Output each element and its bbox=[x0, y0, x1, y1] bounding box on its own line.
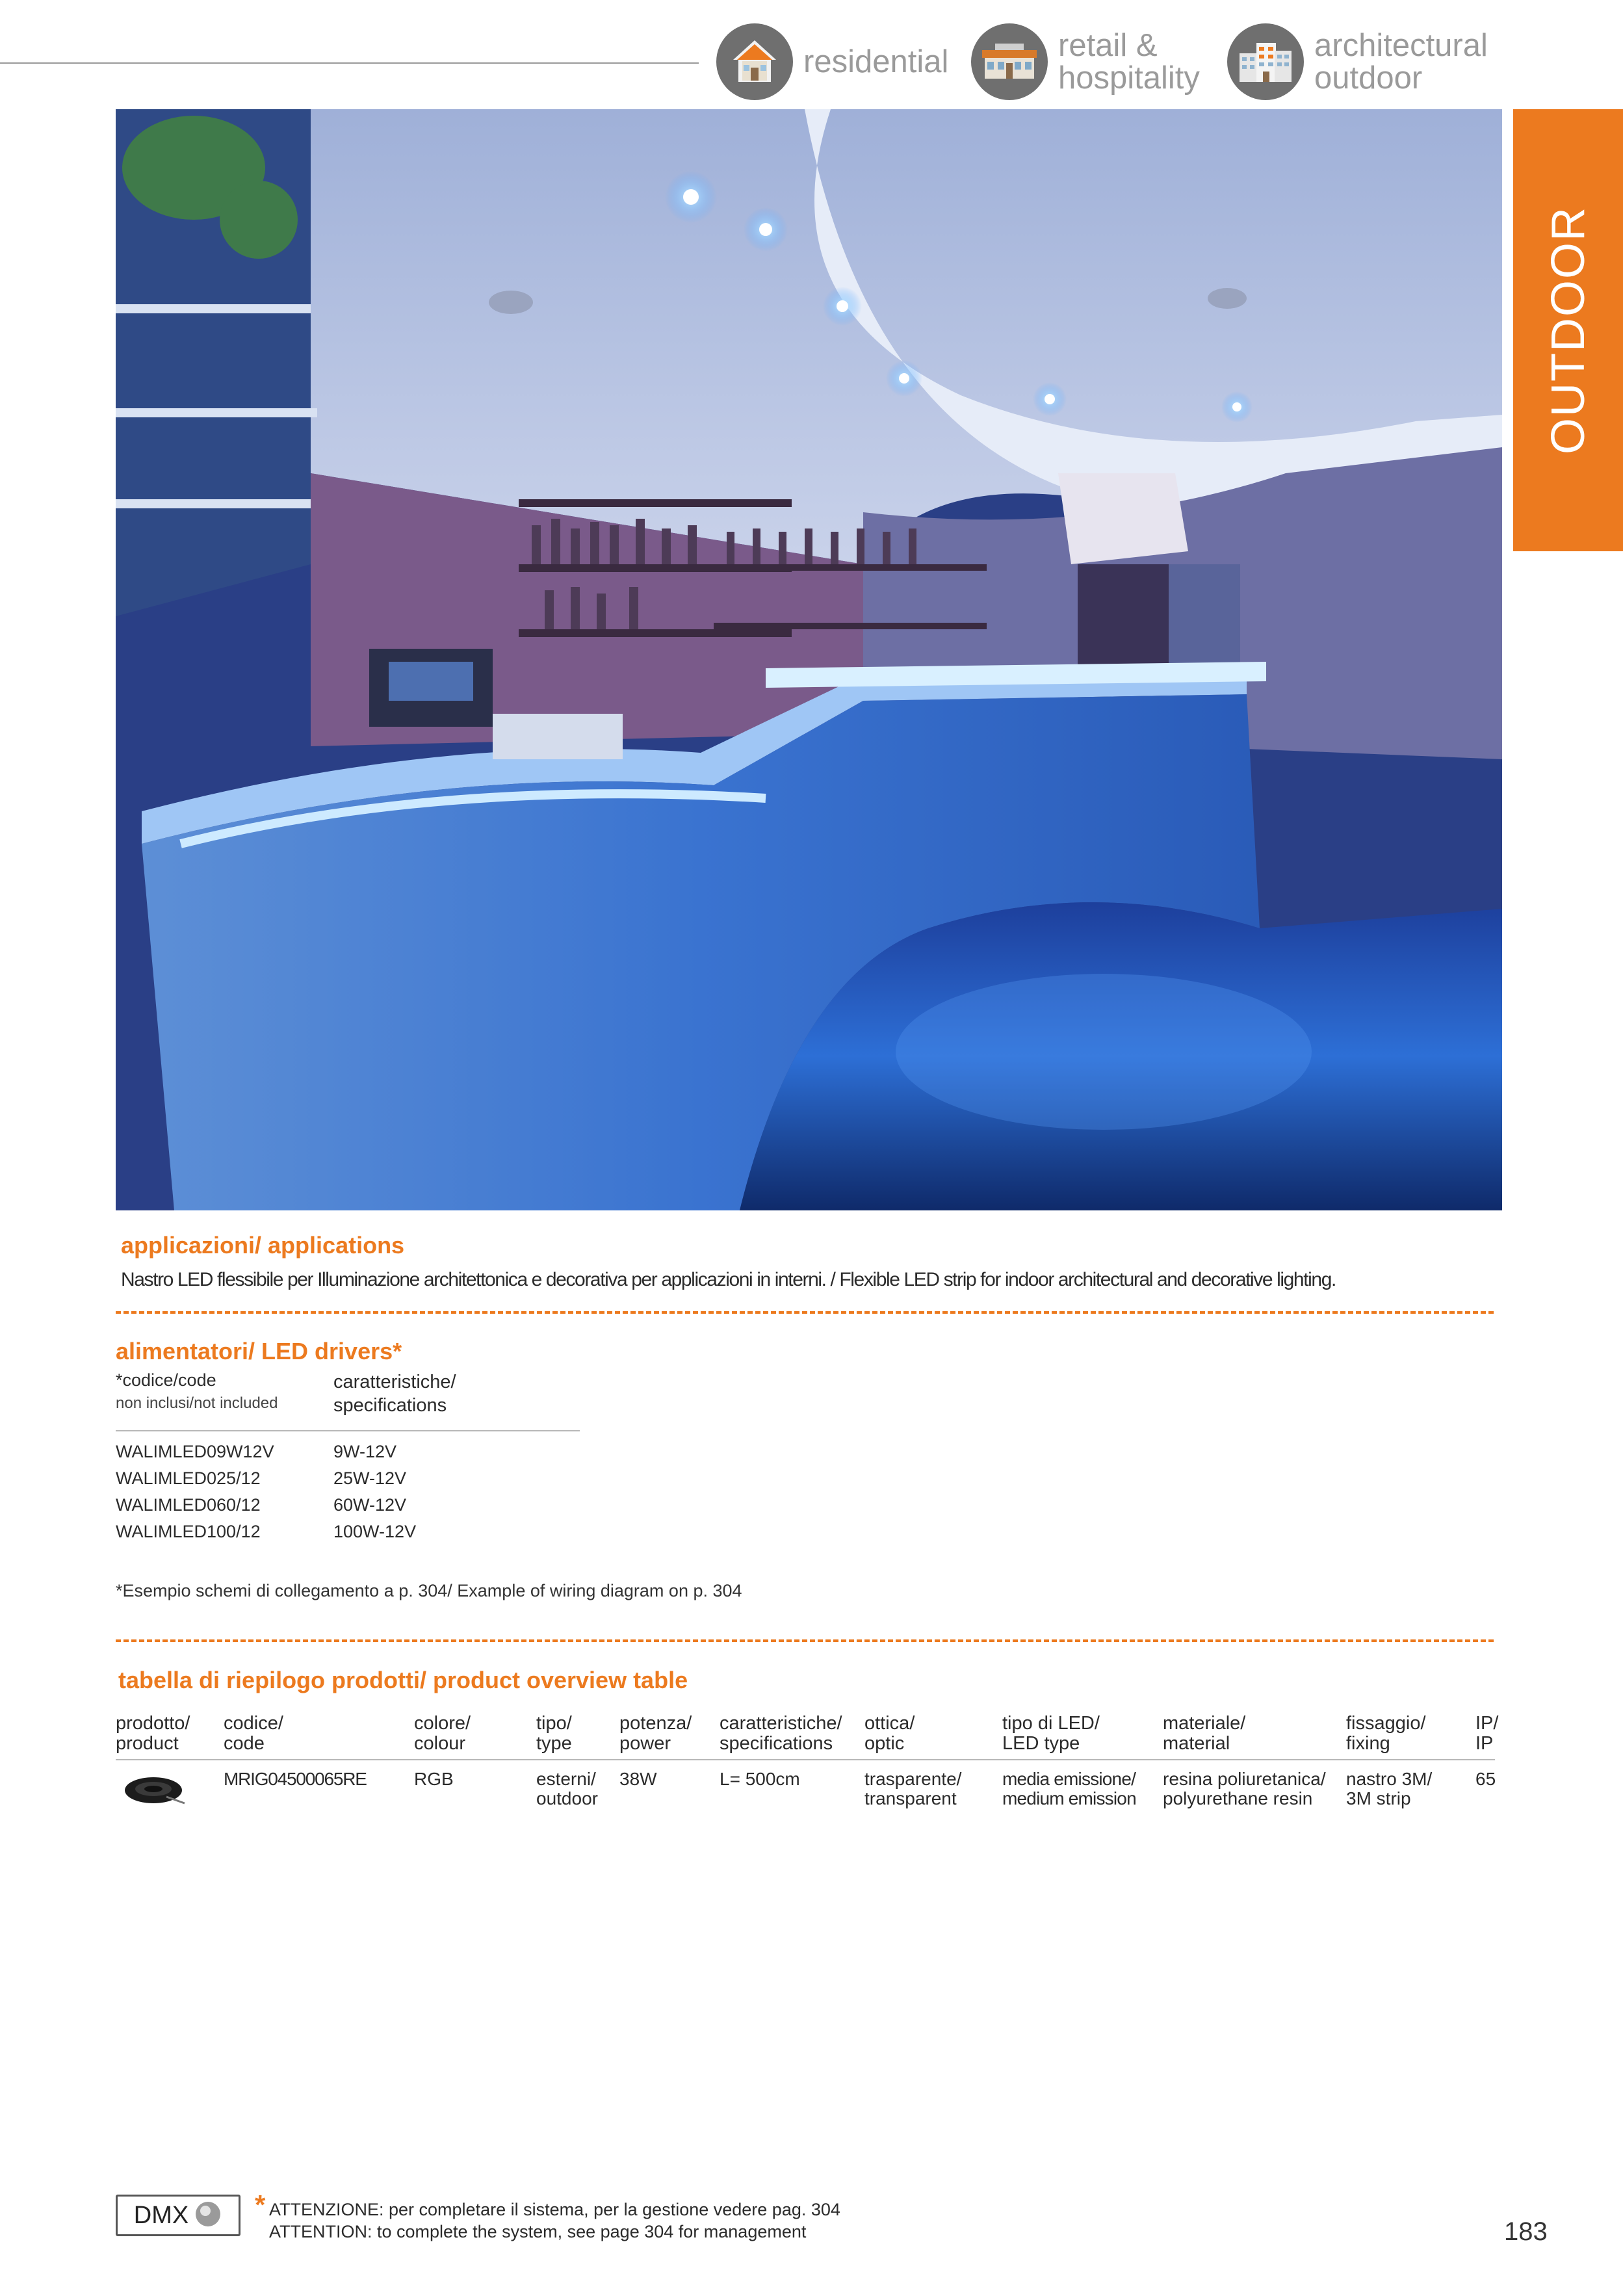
house-icon bbox=[716, 23, 793, 100]
product-colour: RGB bbox=[414, 1769, 454, 1789]
driver-spec: 60W-12V bbox=[333, 1495, 407, 1515]
overview-header-rule bbox=[116, 1759, 1495, 1760]
side-tab-label: OUTDOOR bbox=[1542, 206, 1594, 454]
product-type: esterni/ outdoor bbox=[536, 1769, 598, 1808]
overview-title: tabella di riepilogo prodotti/ product overview table bbox=[118, 1667, 688, 1693]
building-icon bbox=[1227, 23, 1304, 100]
dmx-bulb-icon bbox=[194, 2200, 222, 2232]
col-header-specifications: caratteristiche/ specifications bbox=[720, 1713, 842, 1754]
side-tab-outdoor[interactable] bbox=[1513, 109, 1623, 551]
category-label: residential bbox=[803, 44, 949, 79]
footer-note-en: ATTENTION: to complete the system, see page 304 for management bbox=[269, 2222, 807, 2241]
shop-icon bbox=[971, 23, 1048, 100]
driver-code: WALIMLED100/12 bbox=[116, 1522, 261, 1541]
applications-title: applicazioni/ applications bbox=[121, 1232, 405, 1259]
footer-note-it: ATTENZIONE: per completare il sistema, per la gestione vedere pag. 304 bbox=[269, 2200, 840, 2219]
product-led-type: media emissione/ medium emission bbox=[1002, 1769, 1136, 1808]
driver-spec: 25W-12V bbox=[333, 1468, 407, 1488]
category-label: architectural outdoor bbox=[1314, 28, 1488, 96]
driver-code: WALIMLED025/12 bbox=[116, 1468, 261, 1488]
drivers-title: alimentatori/ LED drivers* bbox=[116, 1338, 402, 1364]
applications-text: Nastro LED flessibile per Illuminazione architettonica e decorativa per applicazioni in interni. / Flexible LED strip for indoor architectural and decorative lighting. bbox=[121, 1269, 1336, 1290]
page-number: 183 bbox=[1504, 2217, 1548, 2246]
product-photo bbox=[116, 109, 1502, 1210]
section-divider bbox=[116, 1639, 1494, 1642]
dmx-label: DMX bbox=[133, 2201, 189, 2229]
dmx-badge bbox=[116, 2195, 240, 2236]
col-header-ip: IP/ IP bbox=[1475, 1713, 1499, 1754]
product-fixing: nastro 3M/ 3M strip bbox=[1346, 1769, 1433, 1808]
wiring-note: *Esempio schemi di collegamento a p. 304/ Example of wiring diagram on p. 304 bbox=[116, 1581, 742, 1600]
category-label: retail & hospitality bbox=[1058, 28, 1200, 96]
drivers-col-spec: caratteristiche/ specifications bbox=[333, 1372, 456, 1416]
col-header-code: codice/ code bbox=[224, 1713, 283, 1754]
col-header-type: tipo/ type bbox=[536, 1713, 572, 1754]
driver-code: WALIMLED09W12V bbox=[116, 1442, 274, 1461]
col-header-colour: colore/ colour bbox=[414, 1713, 471, 1754]
col-header-led-type: tipo di LED/ LED type bbox=[1002, 1713, 1100, 1754]
col-header-product: prodotto/ product bbox=[116, 1713, 190, 1754]
product-power: 38W bbox=[619, 1769, 657, 1789]
drivers-col-code-note: non inclusi/not included bbox=[116, 1394, 278, 1412]
product-code: MRIG04500065RE bbox=[224, 1769, 367, 1789]
footer-asterisk: * bbox=[255, 2189, 266, 2220]
drivers-col-code: *codice/code bbox=[116, 1370, 216, 1390]
category-retail[interactable] bbox=[971, 23, 1200, 100]
product-specifications: L= 500cm bbox=[720, 1769, 800, 1789]
product-optic: trasparente/ transparent bbox=[864, 1769, 962, 1808]
section-divider bbox=[116, 1311, 1494, 1314]
category-architectural-outdoor[interactable] bbox=[1227, 23, 1488, 100]
col-header-optic: ottica/ optic bbox=[864, 1713, 915, 1754]
driver-code: WALIMLED060/12 bbox=[116, 1495, 261, 1515]
category-residential[interactable] bbox=[716, 23, 948, 100]
driver-spec: 9W-12V bbox=[333, 1442, 397, 1461]
product-ip: 65 bbox=[1475, 1769, 1496, 1789]
product-thumbnail bbox=[121, 1767, 186, 1808]
col-header-power: potenza/ power bbox=[619, 1713, 692, 1754]
col-header-material: materiale/ material bbox=[1163, 1713, 1246, 1754]
col-header-fixing: fissaggio/ fixing bbox=[1346, 1713, 1426, 1754]
header-rule bbox=[0, 62, 699, 64]
product-material: resina poliuretanica/ polyurethane resin bbox=[1163, 1769, 1326, 1808]
drivers-header-rule bbox=[116, 1430, 580, 1431]
driver-spec: 100W-12V bbox=[333, 1522, 417, 1541]
